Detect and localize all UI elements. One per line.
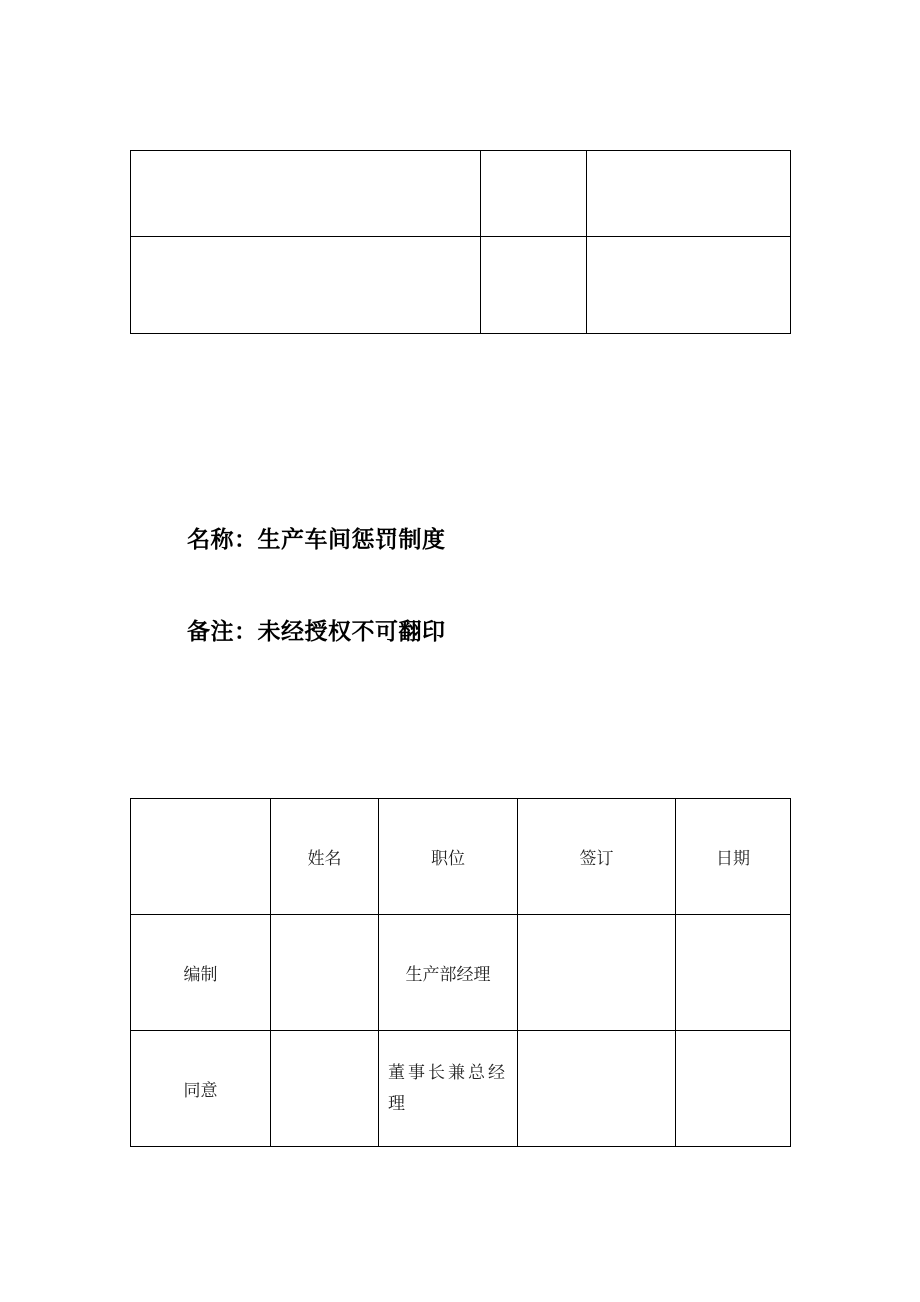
row-name-cell bbox=[271, 915, 379, 1031]
row-position-cell: 董事长兼总经理 bbox=[379, 1031, 518, 1147]
table-row bbox=[131, 237, 791, 334]
table-cell bbox=[587, 237, 791, 334]
header-cell-position: 职位 bbox=[379, 799, 518, 915]
row-date-cell bbox=[676, 1031, 791, 1147]
row-position-cell: 生产部经理 bbox=[379, 915, 518, 1031]
document-name-value: 生产车间惩罚制度 bbox=[257, 527, 446, 553]
table-row bbox=[131, 915, 791, 1031]
row-action-cell: 编制 bbox=[131, 915, 271, 1031]
row-date-cell bbox=[676, 915, 791, 1031]
approval-table bbox=[130, 798, 791, 1147]
document-remark-label: 备注： bbox=[187, 619, 258, 645]
row-signature-cell bbox=[518, 1031, 676, 1147]
blank-info-table bbox=[130, 150, 791, 334]
table-cell bbox=[131, 237, 481, 334]
table-cell bbox=[587, 151, 791, 237]
table-header-row bbox=[131, 799, 791, 915]
table-cell bbox=[131, 151, 481, 237]
header-cell-signature: 签订 bbox=[518, 799, 676, 915]
header-cell-date: 日期 bbox=[676, 799, 791, 915]
table-row bbox=[131, 151, 791, 237]
document-name-label: 名称： bbox=[187, 527, 258, 553]
table-cell bbox=[481, 237, 587, 334]
table-cell bbox=[481, 151, 587, 237]
document-remark-line bbox=[187, 613, 446, 646]
row-action-cell: 同意 bbox=[131, 1031, 271, 1147]
document-remark-value: 未经授权不可翻印 bbox=[257, 619, 446, 645]
header-cell-name: 姓名 bbox=[271, 799, 379, 915]
document-name-line bbox=[187, 521, 446, 554]
header-cell-blank bbox=[131, 799, 271, 915]
row-signature-cell bbox=[518, 915, 676, 1031]
table-row bbox=[131, 1031, 791, 1147]
row-name-cell bbox=[271, 1031, 379, 1147]
